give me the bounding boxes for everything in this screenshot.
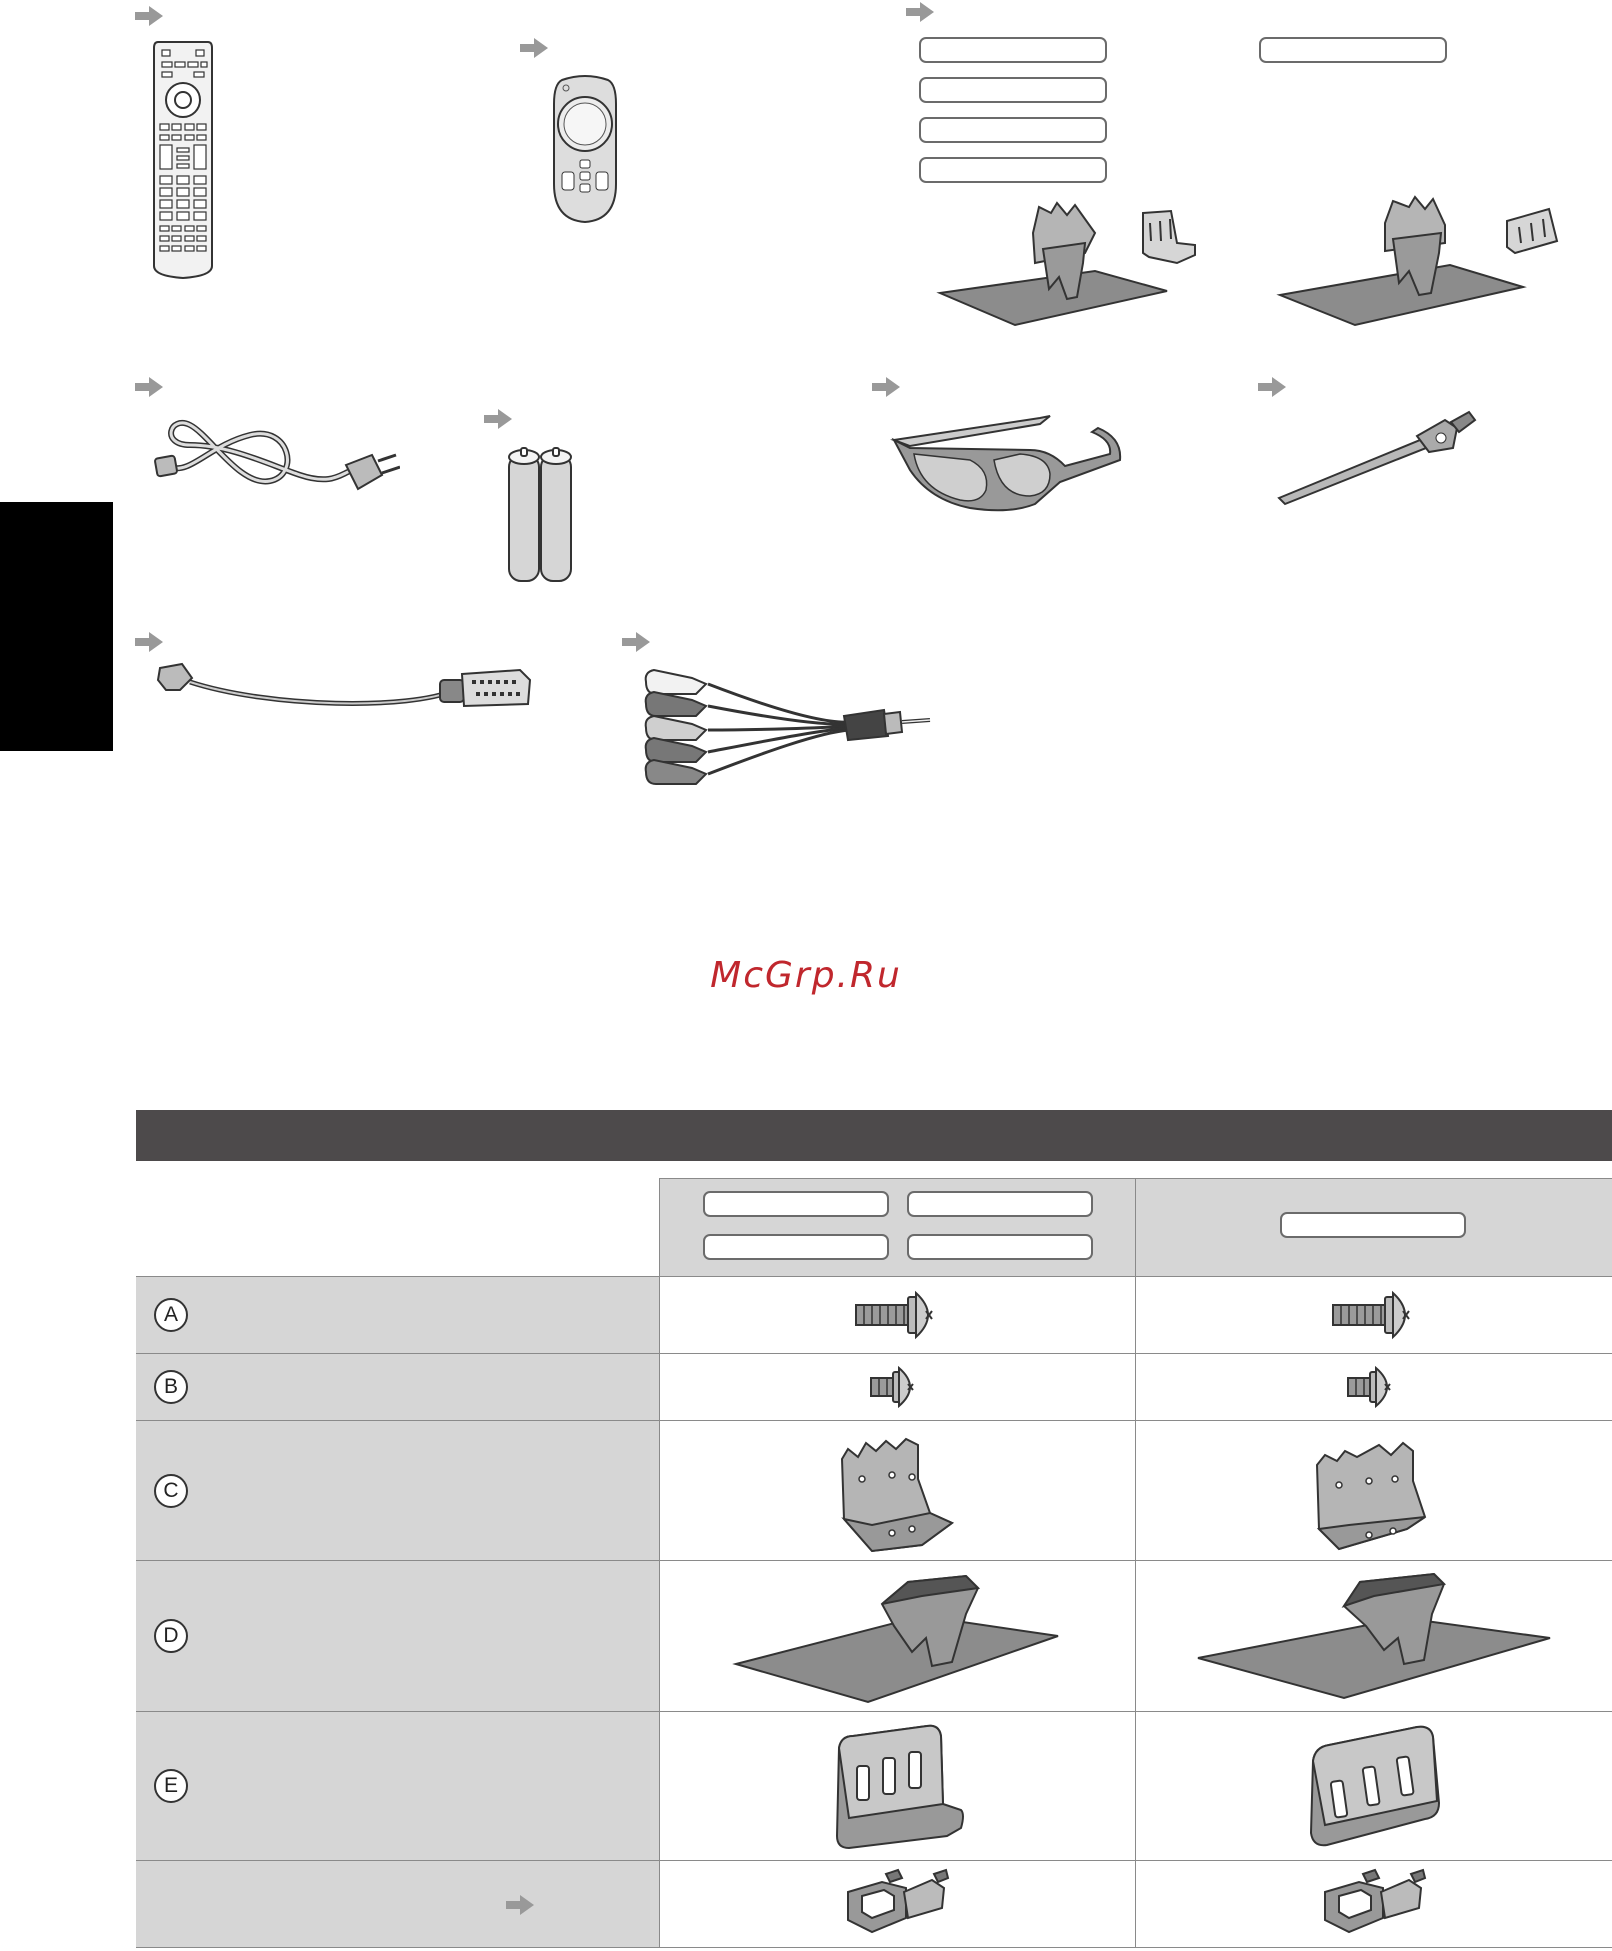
reference-arrow-icon <box>520 38 548 58</box>
table-row-label <box>136 1561 659 1712</box>
table-corner <box>136 1179 659 1277</box>
table-row-label <box>136 1277 659 1354</box>
table-row-cell <box>659 1354 1135 1421</box>
3d-eyewear-icon <box>890 410 1125 520</box>
reference-arrow-icon <box>135 6 163 26</box>
row-letter: B <box>154 1370 188 1404</box>
table-row-cell <box>1135 1861 1612 1948</box>
section-header-band <box>136 1110 1612 1161</box>
model-label-box <box>919 117 1107 143</box>
cover-icon <box>827 1718 967 1854</box>
row-letter: D <box>154 1619 188 1653</box>
table-row-label <box>136 1861 659 1948</box>
table-row-cell <box>1135 1354 1612 1421</box>
assembly-screw-long-icon <box>852 1287 942 1343</box>
model-label-box <box>1259 37 1447 63</box>
bracket-icon <box>832 1429 962 1553</box>
reference-arrow-icon <box>506 1895 534 1915</box>
model-label-box <box>919 77 1107 103</box>
cover-icon <box>1299 1721 1449 1851</box>
base-icon <box>1194 1566 1554 1706</box>
model-header-cell <box>1135 1179 1612 1277</box>
reference-arrow-icon <box>135 632 163 652</box>
model-header-cell <box>659 1179 1135 1277</box>
batteries-icon <box>505 445 575 585</box>
reference-arrow-icon <box>906 2 934 22</box>
pedestal-set-icon <box>1275 193 1575 328</box>
row-letter: A <box>154 1298 188 1332</box>
row-letter: E <box>154 1769 188 1803</box>
section-side-tab <box>0 502 113 751</box>
cable-clamp-icon <box>1319 1866 1429 1942</box>
table-row-cell <box>1135 1421 1612 1561</box>
cable-clamp-icon <box>842 1866 952 1942</box>
pedestal-set-icon <box>935 193 1200 328</box>
table-row-cell <box>659 1561 1135 1712</box>
cable-tie-icon <box>1275 408 1485 508</box>
model-label-box <box>1280 1212 1466 1238</box>
row-letter: C <box>154 1474 188 1508</box>
assembly-screw-long-icon <box>1329 1287 1419 1343</box>
reference-arrow-icon <box>872 377 900 397</box>
table-row-label <box>136 1354 659 1421</box>
table-row-cell <box>659 1421 1135 1561</box>
model-label-box <box>919 157 1107 183</box>
assembly-screw-short-icon <box>867 1364 927 1410</box>
table-row-cell <box>1135 1277 1612 1354</box>
reference-arrow-icon <box>484 409 512 429</box>
reference-arrow-icon <box>622 632 650 652</box>
table-row-label <box>136 1712 659 1861</box>
model-label-box <box>907 1191 1093 1217</box>
component-adaptor-icon <box>640 664 940 799</box>
base-icon <box>732 1566 1062 1706</box>
av1-adaptor-icon <box>150 660 535 718</box>
table-row-label <box>136 1421 659 1561</box>
reference-arrow-icon <box>1258 377 1286 397</box>
table-row-cell <box>659 1861 1135 1948</box>
remote-control-icon <box>150 38 216 282</box>
model-label-box <box>703 1191 889 1217</box>
bracket-icon <box>1309 1429 1439 1553</box>
mains-lead-icon <box>150 405 400 515</box>
table-row-cell <box>1135 1561 1612 1712</box>
table-row-cell <box>659 1712 1135 1861</box>
model-label-box <box>907 1234 1093 1260</box>
model-label-box <box>919 37 1107 63</box>
assembly-screw-short-icon <box>1344 1364 1404 1410</box>
watermark: McGrp.Ru <box>710 955 902 996</box>
reference-arrow-icon <box>135 377 163 397</box>
pedestal-parts-table <box>136 1178 1612 1948</box>
touch-pad-controller-icon <box>550 74 620 224</box>
table-row-cell <box>1135 1712 1612 1861</box>
model-label-box <box>703 1234 889 1260</box>
table-row-cell <box>659 1277 1135 1354</box>
